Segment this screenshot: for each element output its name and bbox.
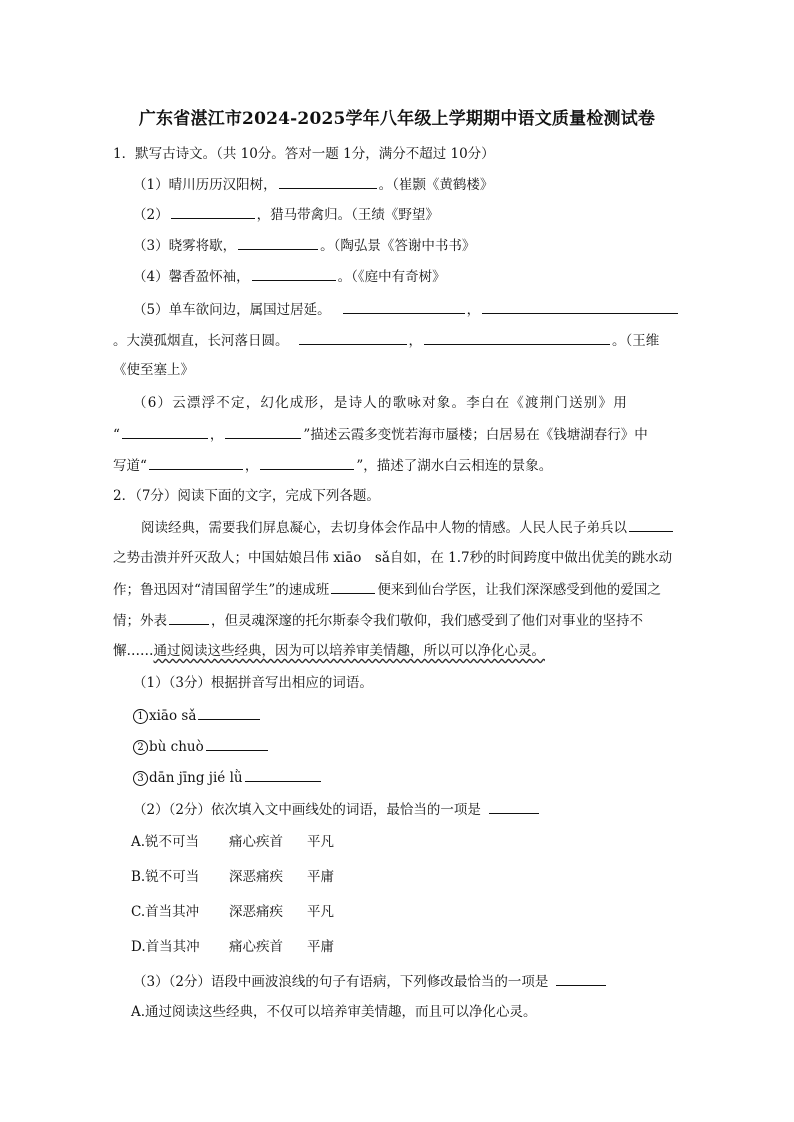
q1-item-1-pre: （1）晴川历历汉阳树， bbox=[133, 177, 277, 193]
option-d[interactable] bbox=[131, 938, 334, 956]
option-word: 痛心疾首 bbox=[229, 834, 283, 850]
q1-item-1-post: 。（崔颢《黄鹤楼》 bbox=[378, 177, 494, 193]
passage-text: ，但灵魂深邃的托尔斯泰令我们敬仰，我们感受到了他们对事业的坚持不 bbox=[211, 613, 643, 629]
option-label: D.首当其冲 bbox=[131, 939, 200, 955]
option-a[interactable]: A.通过阅读这些经典，不仅可以培养审美情趣，而且可以净化心灵。 bbox=[131, 1004, 537, 1020]
q2-sub1-heading: （1）（3分）根据拼音写出相应的词语。 bbox=[133, 675, 373, 691]
option-label: B.锐不可当 bbox=[131, 869, 200, 885]
option-b[interactable] bbox=[131, 868, 334, 886]
q1-item-6-line2 bbox=[113, 425, 648, 444]
page-title: 广东省湛江市2024-2025学年八年级上学期期中语文质量检测试卷 bbox=[138, 109, 656, 129]
option-a[interactable] bbox=[131, 833, 334, 851]
option-word: 平凡 bbox=[307, 834, 334, 850]
q1-item-6-text: ”描述云霞多变恍若海市蜃楼；白居易在《钱塘湖春行》中 bbox=[303, 427, 648, 443]
passage-text: 情；外表 bbox=[113, 613, 167, 629]
q1-item-5-line1 bbox=[133, 300, 680, 319]
answer-blank[interactable] bbox=[424, 331, 610, 345]
passage-text: 作；鲁迅因对“清国留学生”的速成班 bbox=[113, 582, 330, 598]
fill-blank[interactable] bbox=[331, 580, 375, 594]
question-text: （3）（2分）语段中画波浪线的句子有语病，下列修改最恰当的一项是 bbox=[133, 974, 549, 990]
q1-item-5-text: 。大漠孤烟直，长河落日圆。 bbox=[113, 333, 289, 349]
answer-blank[interactable] bbox=[171, 205, 255, 219]
answer-blank[interactable] bbox=[556, 972, 606, 986]
answer-blank[interactable] bbox=[482, 300, 678, 314]
answer-blank[interactable] bbox=[225, 425, 301, 439]
q1-item-5-text: 。（王维 bbox=[612, 333, 660, 349]
q1-item-2 bbox=[133, 205, 439, 224]
quote-open: “ bbox=[113, 427, 120, 443]
q1-item-2-post: ，猎马带禽归。（王绩《野望》 bbox=[256, 207, 439, 223]
q1-item-4 bbox=[133, 267, 446, 286]
q1-heading: 1．默写古诗文。（共 10分。答对一题 1分，满分不超过 10分） bbox=[113, 146, 495, 162]
option-word: 平庸 bbox=[307, 939, 334, 955]
pinyin-text: xiāo sǎ bbox=[149, 708, 197, 724]
answer-blank[interactable] bbox=[206, 737, 268, 751]
q1-item-5-line2 bbox=[113, 331, 659, 350]
answer-blank[interactable] bbox=[198, 706, 260, 720]
circled-number: 3 bbox=[133, 771, 148, 786]
q1-item-6-text: ”，描述了湖水白云相连的景象。 bbox=[356, 458, 553, 474]
q1-item-3-pre: （3）晓雾将歇， bbox=[133, 238, 237, 254]
q1-item-6-line3 bbox=[113, 456, 552, 475]
pinyin-text: dān jīng jié lǜ bbox=[149, 770, 243, 786]
q2-passage-line5 bbox=[113, 642, 545, 660]
wavy-underlined-sentence: 通过阅读这些经典，因为可以培养审美情趣，所以可以净化心灵。 bbox=[153, 643, 545, 659]
comma: ， bbox=[408, 333, 422, 349]
circled-number: 1 bbox=[133, 709, 148, 724]
answer-blank[interactable] bbox=[489, 800, 539, 814]
question-text: （2）（2分）依次填入文中画线处的词语，最恰当的一项是 bbox=[133, 802, 481, 818]
q2-sub3-heading bbox=[133, 972, 608, 991]
option-word: 平庸 bbox=[307, 869, 334, 885]
q1-item-4-post: 。（《庭中有奇树》 bbox=[337, 269, 446, 285]
comma: ， bbox=[244, 458, 259, 474]
fill-blank[interactable] bbox=[169, 611, 209, 625]
option-label: A.锐不可当 bbox=[131, 834, 200, 850]
comma: ， bbox=[466, 302, 481, 318]
q1-item-6-text: 写道“ bbox=[113, 458, 147, 474]
answer-blank[interactable] bbox=[279, 175, 377, 189]
comma: ， bbox=[209, 427, 224, 443]
answer-blank[interactable] bbox=[238, 236, 318, 250]
q2-passage-line3 bbox=[113, 580, 661, 599]
q2-passage-line2: 之势击溃并歼灭敌人；中国姑娘吕伟 xiāo sǎ自如，在 1.7秒的时间跨度中做出优美的跳水动 bbox=[113, 550, 673, 566]
answer-blank[interactable] bbox=[122, 425, 208, 439]
option-c[interactable] bbox=[131, 903, 334, 921]
pinyin-item-2 bbox=[133, 737, 270, 756]
q2-passage-line4 bbox=[113, 611, 643, 630]
q1-item-2-pre: （2） bbox=[133, 207, 169, 223]
answer-blank[interactable] bbox=[299, 331, 407, 345]
pinyin-item-3 bbox=[133, 768, 323, 787]
answer-blank[interactable] bbox=[149, 456, 243, 470]
q1-item-5-text: （5）单车欲问边，属国过居延。 bbox=[133, 302, 331, 318]
q2-heading: 2．（7分）阅读下面的文字，完成下列各题。 bbox=[113, 488, 380, 504]
passage-text: 便来到仙台学医，让我们深深感受到他的爱国之 bbox=[377, 582, 661, 598]
pinyin-item-1 bbox=[133, 706, 262, 725]
q2-sub2-heading bbox=[133, 800, 541, 819]
q1-item-3-post: 。（陶弘景《答谢中书书》 bbox=[320, 238, 476, 254]
q1-item-6-line1: （6）云漂浮不定，幻化成形，是诗人的歌咏对象。李白在《渡荆门送别》用 bbox=[133, 395, 628, 411]
q1-item-3 bbox=[133, 236, 475, 255]
q1-item-4-pre: （4）馨香盈怀袖， bbox=[133, 269, 250, 285]
circled-number: 2 bbox=[133, 740, 148, 755]
option-word: 深恶痛疾 bbox=[229, 869, 283, 885]
answer-blank[interactable] bbox=[245, 768, 321, 782]
passage-text: 阅读经典，需要我们屏息凝心，去切身体会作品中人物的情感。人民人民子弟兵以 bbox=[141, 520, 627, 536]
option-word: 平凡 bbox=[307, 904, 334, 920]
answer-blank[interactable] bbox=[260, 456, 354, 470]
option-label: C.首当其冲 bbox=[131, 904, 200, 920]
passage-text: 懈…… bbox=[113, 643, 154, 659]
answer-blank[interactable] bbox=[343, 300, 465, 314]
pinyin-text: bù chuò bbox=[149, 739, 204, 755]
q1-item-1 bbox=[133, 175, 493, 194]
q2-passage-line1 bbox=[141, 518, 675, 537]
option-word: 痛心疾首 bbox=[229, 939, 283, 955]
q1-item-5-line3: 《使至塞上》 bbox=[113, 362, 194, 378]
fill-blank[interactable] bbox=[629, 518, 673, 532]
option-word: 深恶痛疾 bbox=[229, 904, 283, 920]
answer-blank[interactable] bbox=[252, 267, 336, 281]
